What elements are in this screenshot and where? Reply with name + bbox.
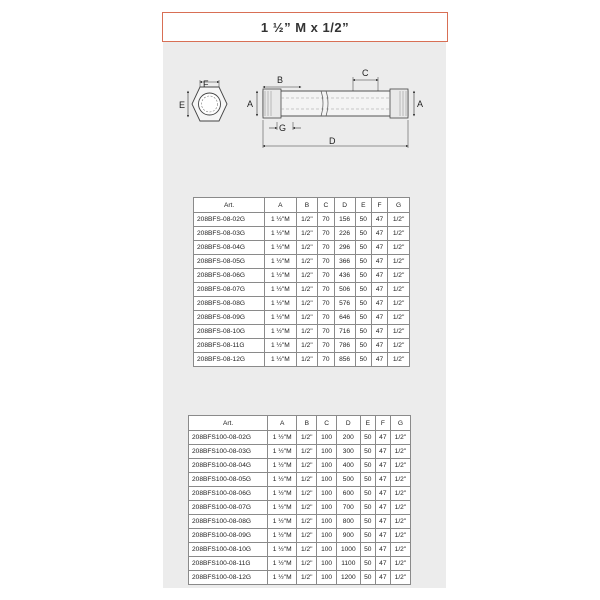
table-row <box>194 227 410 241</box>
article-code-cell: 208BFS100-08-05G <box>189 473 268 487</box>
table-cell: 1/2" <box>390 543 410 557</box>
article-code-cell: 208BFS100-08-04G <box>189 459 268 473</box>
table-cell: 1/2" <box>390 445 410 459</box>
table-row <box>189 571 411 585</box>
table-cell: 1/2" <box>297 543 317 557</box>
table-cell: 1/2" <box>388 311 410 325</box>
table-row <box>194 353 410 367</box>
dim-label-d: D <box>329 136 336 146</box>
article-code-cell: 208BFS-08-07G <box>194 283 265 297</box>
table-row <box>194 311 410 325</box>
table-cell: 1/2" <box>390 529 410 543</box>
table-cell: 100 <box>317 515 337 529</box>
table-cell: 47 <box>371 255 387 269</box>
table-cell: 50 <box>360 557 375 571</box>
table-cell: 500 <box>336 473 360 487</box>
table-cell: 1 ½"M <box>268 445 297 459</box>
table-cell: 156 <box>334 213 355 227</box>
table-cell: 1 ½"M <box>268 473 297 487</box>
table-cell: 70 <box>318 241 334 255</box>
column-header: Art. <box>194 198 265 213</box>
table-cell: 800 <box>336 515 360 529</box>
table-cell: 70 <box>318 269 334 283</box>
article-code-cell: 208BFS100-08-11G <box>189 557 268 571</box>
table-row <box>194 325 410 339</box>
table-cell: 1/2" <box>388 241 410 255</box>
table-cell: 1100 <box>336 557 360 571</box>
table-cell: 1/2" <box>296 339 318 353</box>
table-cell: 1/2" <box>388 255 410 269</box>
table-cell: 70 <box>318 283 334 297</box>
table-cell: 50 <box>355 297 371 311</box>
table-cell: 50 <box>360 487 375 501</box>
table-cell: 1/2" <box>297 501 317 515</box>
table-row <box>189 515 411 529</box>
table-cell: 506 <box>334 283 355 297</box>
table-row <box>189 487 411 501</box>
table-cell: 47 <box>371 325 387 339</box>
table-cell: 1/2" <box>388 353 410 367</box>
table-cell: 1 ½"M <box>265 227 296 241</box>
article-code-cell: 208BFS-08-09G <box>194 311 265 325</box>
table-body <box>194 213 410 367</box>
table-row <box>194 241 410 255</box>
table-cell: 1/2" <box>296 297 318 311</box>
table-cell: 50 <box>355 255 371 269</box>
product-title-text: 1 ½” M x 1/2” <box>260 19 350 35</box>
table-header-row <box>189 416 411 431</box>
table-cell: 1 ½"M <box>265 213 296 227</box>
article-code-cell: 208BFS100-08-02G <box>189 431 268 445</box>
table-cell: 47 <box>375 571 390 585</box>
table-cell: 100 <box>317 557 337 571</box>
end-view-hex <box>192 87 227 121</box>
dim-label-c: C <box>362 68 369 78</box>
table-row <box>194 339 410 353</box>
table-cell: 50 <box>355 227 371 241</box>
table-cell: 1/2" <box>297 445 317 459</box>
article-code-cell: 208BFS-08-05G <box>194 255 265 269</box>
column-header: C <box>317 416 337 431</box>
table-cell: 1/2" <box>296 283 318 297</box>
table-cell: 50 <box>360 571 375 585</box>
table-cell: 226 <box>334 227 355 241</box>
table-cell: 1/2" <box>297 473 317 487</box>
dim-label-b: B <box>277 75 284 85</box>
table-cell: 1/2" <box>388 269 410 283</box>
column-header: D <box>336 416 360 431</box>
table-body <box>189 431 411 585</box>
table-cell: 786 <box>334 339 355 353</box>
table-cell: 1/2" <box>390 473 410 487</box>
table-cell: 1/2" <box>296 255 318 269</box>
table-cell: 47 <box>375 459 390 473</box>
column-header: D <box>334 198 355 213</box>
table-cell: 1 ½"M <box>265 269 296 283</box>
table-cell: 1/2" <box>388 339 410 353</box>
article-code-cell: 208BFS100-08-08G <box>189 515 268 529</box>
table-cell: 50 <box>360 543 375 557</box>
table-cell: 47 <box>371 213 387 227</box>
table-row <box>189 557 411 571</box>
table-row <box>189 501 411 515</box>
column-header: C <box>318 198 334 213</box>
table-cell: 47 <box>371 227 387 241</box>
table-cell: 1/2" <box>390 431 410 445</box>
dim-label-g: G <box>279 123 287 133</box>
table-cell: 1/2" <box>390 557 410 571</box>
table-cell: 47 <box>375 557 390 571</box>
table-cell: 1/2" <box>297 557 317 571</box>
table-cell: 50 <box>360 501 375 515</box>
table-cell: 1/2" <box>297 459 317 473</box>
table-cell: 50 <box>355 325 371 339</box>
table-cell: 100 <box>317 529 337 543</box>
table-cell: 1 ½"M <box>265 311 296 325</box>
table-cell: 50 <box>360 459 375 473</box>
article-code-cell: 208BFS100-08-07G <box>189 501 268 515</box>
table-cell: 1/2" <box>388 227 410 241</box>
table-cell: 70 <box>318 325 334 339</box>
table-cell: 100 <box>317 445 337 459</box>
table-cell: 1 ½"M <box>265 297 296 311</box>
article-code-cell: 208BFS-08-10G <box>194 325 265 339</box>
table-cell: 1 ½"M <box>265 283 296 297</box>
table-row <box>194 283 410 297</box>
table-cell: 47 <box>375 529 390 543</box>
table-cell: 1/2" <box>296 311 318 325</box>
article-code-cell: 208BFS100-08-12G <box>189 571 268 585</box>
table-cell: 1 ½"M <box>268 501 297 515</box>
table-cell: 50 <box>360 431 375 445</box>
table-cell: 70 <box>318 353 334 367</box>
table-cell: 646 <box>334 311 355 325</box>
table-cell: 70 <box>318 297 334 311</box>
table-cell: 47 <box>375 445 390 459</box>
table-cell: 1 ½"M <box>265 241 296 255</box>
table-cell: 200 <box>336 431 360 445</box>
table-cell: 1/2" <box>297 487 317 501</box>
table-row <box>194 213 410 227</box>
column-header: F <box>371 198 387 213</box>
table-cell: 1 ½"M <box>268 431 297 445</box>
table-row <box>189 459 411 473</box>
table-cell: 70 <box>318 311 334 325</box>
table-cell: 50 <box>355 311 371 325</box>
table-row <box>189 473 411 487</box>
table-cell: 100 <box>317 459 337 473</box>
table-cell: 50 <box>355 339 371 353</box>
table-cell: 300 <box>336 445 360 459</box>
table-cell: 50 <box>355 269 371 283</box>
table-cell: 1/2" <box>390 487 410 501</box>
spec-table-70 <box>193 197 410 367</box>
table-cell: 1/2" <box>388 297 410 311</box>
table-row <box>189 431 411 445</box>
article-code-cell: 208BFS-08-04G <box>194 241 265 255</box>
article-code-cell: 208BFS100-08-06G <box>189 487 268 501</box>
table-cell: 70 <box>318 339 334 353</box>
table-row <box>194 297 410 311</box>
article-code-cell: 208BFS-08-03G <box>194 227 265 241</box>
table-cell: 1 ½"M <box>265 339 296 353</box>
table-cell: 50 <box>360 515 375 529</box>
table-cell: 50 <box>355 213 371 227</box>
table-header-row <box>194 198 410 213</box>
table-cell: 1/2" <box>296 269 318 283</box>
table-cell: 1 ½"M <box>268 515 297 529</box>
table-cell: 47 <box>371 241 387 255</box>
table-cell: 47 <box>375 431 390 445</box>
table-cell: 100 <box>317 543 337 557</box>
table-cell: 1/2" <box>388 283 410 297</box>
table-cell: 50 <box>355 353 371 367</box>
article-code-cell: 208BFS-08-02G <box>194 213 265 227</box>
article-code-cell: 208BFS-08-12G <box>194 353 265 367</box>
table-cell: 1/2" <box>296 213 318 227</box>
column-header: A <box>265 198 296 213</box>
table-cell: 366 <box>334 255 355 269</box>
table-cell: 50 <box>355 241 371 255</box>
table-cell: 70 <box>318 213 334 227</box>
article-code-cell: 208BFS-08-11G <box>194 339 265 353</box>
article-code-cell: 208BFS-08-08G <box>194 297 265 311</box>
table-cell: 1/2" <box>296 353 318 367</box>
product-title <box>162 12 448 42</box>
column-header: B <box>296 198 318 213</box>
column-header: B <box>297 416 317 431</box>
table-cell: 47 <box>371 283 387 297</box>
table-cell: 47 <box>371 339 387 353</box>
table-cell: 1000 <box>336 543 360 557</box>
column-header: E <box>355 198 371 213</box>
article-code-cell: 208BFS100-08-09G <box>189 529 268 543</box>
table-cell: 1/2" <box>296 241 318 255</box>
column-header: A <box>268 416 297 431</box>
table-cell: 47 <box>371 269 387 283</box>
table-cell: 1 ½"M <box>268 557 297 571</box>
column-header: G <box>388 198 410 213</box>
table-cell: 70 <box>318 255 334 269</box>
table-cell: 1/2" <box>390 515 410 529</box>
table-cell: 47 <box>375 473 390 487</box>
table-cell: 1/2" <box>297 515 317 529</box>
table-cell: 1 ½"M <box>268 543 297 557</box>
table-cell: 1 ½"M <box>268 529 297 543</box>
table-cell: 1/2" <box>388 213 410 227</box>
table-cell: 700 <box>336 501 360 515</box>
spec-table-100 <box>188 415 411 585</box>
table-cell: 856 <box>334 353 355 367</box>
table-cell: 1200 <box>336 571 360 585</box>
dim-label-a-left: A <box>247 99 254 109</box>
column-header: Art. <box>189 416 268 431</box>
table-cell: 1/2" <box>390 501 410 515</box>
table-row <box>189 543 411 557</box>
technical-drawing <box>163 60 446 160</box>
table-cell: 1/2" <box>297 431 317 445</box>
article-code-cell: 208BFS-08-06G <box>194 269 265 283</box>
table-cell: 47 <box>375 543 390 557</box>
table-cell: 100 <box>317 487 337 501</box>
table-cell: 100 <box>317 473 337 487</box>
table-cell: 296 <box>334 241 355 255</box>
table-cell: 70 <box>318 227 334 241</box>
table-cell: 47 <box>371 311 387 325</box>
table-cell: 1 ½"M <box>268 459 297 473</box>
table-row <box>189 529 411 543</box>
table-cell: 100 <box>317 431 337 445</box>
table-cell: 1 ½"M <box>265 255 296 269</box>
table-cell: 50 <box>355 283 371 297</box>
table-cell: 1/2" <box>297 571 317 585</box>
table-cell: 50 <box>360 529 375 543</box>
table-cell: 716 <box>334 325 355 339</box>
table-cell: 1/2" <box>296 325 318 339</box>
table-cell: 50 <box>360 473 375 487</box>
table-cell: 400 <box>336 459 360 473</box>
table-cell: 47 <box>371 297 387 311</box>
table-cell: 1 ½"M <box>265 353 296 367</box>
dim-label-a-right: A <box>417 99 424 109</box>
table-cell: 1/2" <box>297 529 317 543</box>
table-cell: 47 <box>375 487 390 501</box>
table-cell: 100 <box>317 571 337 585</box>
table-row <box>189 445 411 459</box>
dim-label-e: E <box>179 100 186 110</box>
side-view-nipple <box>263 89 408 118</box>
table-cell: 436 <box>334 269 355 283</box>
table-cell: 1/2" <box>296 227 318 241</box>
table-cell: 1 ½"M <box>265 325 296 339</box>
table-cell: 1/2" <box>388 325 410 339</box>
table-cell: 900 <box>336 529 360 543</box>
article-code-cell: 208BFS100-08-10G <box>189 543 268 557</box>
table-row <box>194 269 410 283</box>
dim-label-f: F <box>203 79 209 89</box>
table-cell: 50 <box>360 445 375 459</box>
table-cell: 576 <box>334 297 355 311</box>
table-cell: 600 <box>336 487 360 501</box>
table-cell: 47 <box>375 515 390 529</box>
column-header: F <box>375 416 390 431</box>
table-cell: 1/2" <box>390 459 410 473</box>
table-cell: 47 <box>375 501 390 515</box>
table-cell: 1 ½"M <box>268 487 297 501</box>
table-cell: 1 ½"M <box>268 571 297 585</box>
column-header: G <box>390 416 410 431</box>
table-cell: 47 <box>371 353 387 367</box>
column-header: E <box>360 416 375 431</box>
table-cell: 1/2" <box>390 571 410 585</box>
article-code-cell: 208BFS100-08-03G <box>189 445 268 459</box>
table-cell: 100 <box>317 501 337 515</box>
table-row <box>194 255 410 269</box>
